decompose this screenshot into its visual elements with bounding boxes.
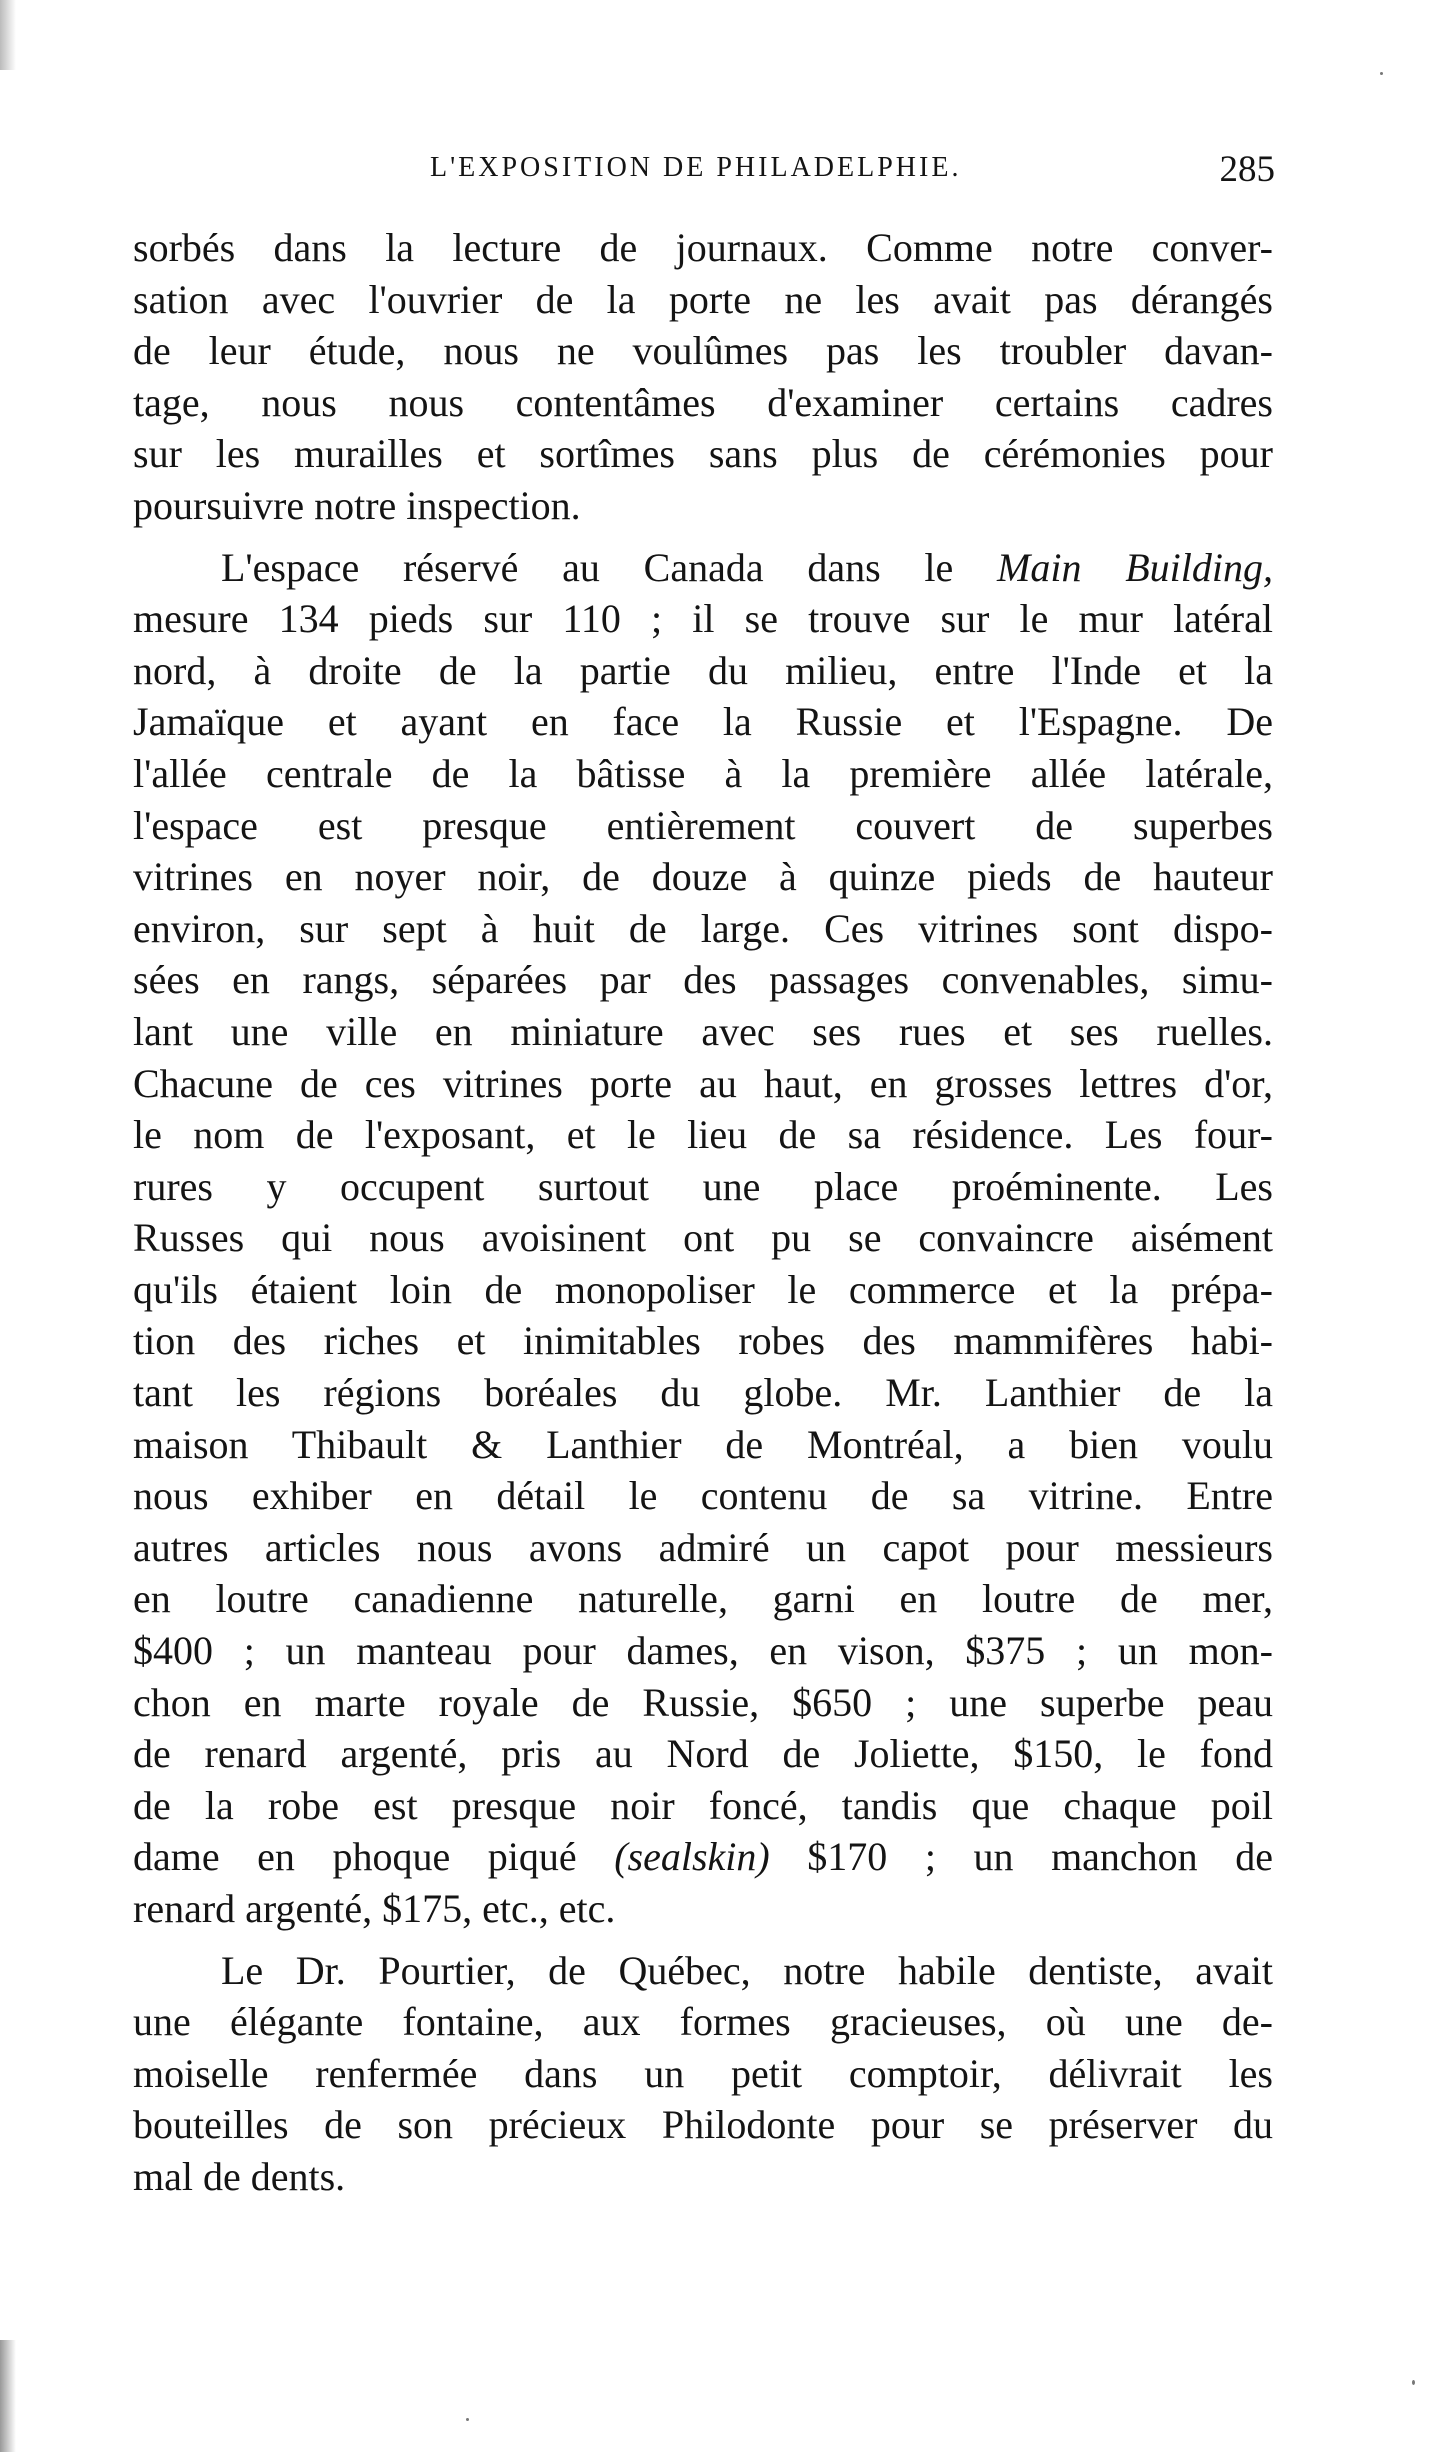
text-line: $400 ; un manteau pour dames, en vison, $375 ; un mon-	[133, 1628, 1273, 1674]
text-line: vitrines en noyer noir, de douze à quinze pieds de hauteur	[133, 854, 1273, 900]
paragraph-1	[133, 222, 1273, 532]
text-line: l'allée centrale de la bâtisse à la première allée latérale,	[133, 750, 1273, 796]
text-line: tant les régions boréales du globe. Mr. Lanthier de la	[133, 1370, 1273, 1416]
text-line: Le Dr. Pourtier, de Québec, notre habile dentiste, avait	[221, 1947, 1273, 1993]
scan-speck	[1380, 72, 1383, 75]
italic-run: (sealskin)	[614, 1834, 770, 1880]
body-text	[133, 222, 1273, 2203]
scan-edge-top	[0, 0, 16, 70]
text-line: nous exhiber en détail le contenu de sa vitrine. Entre	[133, 1473, 1273, 1519]
paragraph-3	[133, 1945, 1273, 2203]
scan-edge-bottom	[0, 2340, 16, 2452]
text-line: sation avec l'ouvrier de la porte ne les avait pas dérangés	[133, 276, 1273, 322]
text-line: de renard argenté, pris au Nord de Joliette, $150, le fond	[133, 1731, 1273, 1777]
text-line: sur les murailles et sortîmes sans plus de cérémonies pour	[133, 431, 1273, 477]
text-line: autres articles nous avons admiré un capot pour messieurs	[133, 1524, 1273, 1570]
text-line: nord, à droite de la partie du milieu, entre l'Inde et la	[133, 647, 1273, 693]
page-number: 285	[1219, 149, 1275, 190]
running-head	[130, 148, 1275, 198]
text-line: tion des riches et inimitables robes des mammifères habi-	[133, 1318, 1273, 1364]
text-line: Russes qui nous avoisinent ont pu se convaincre aisément	[133, 1215, 1273, 1261]
text-line: renard argenté, $175, etc., etc.	[133, 1886, 616, 1931]
text-line	[133, 1831, 1273, 1883]
text-line: de la robe est presque noir foncé, tandis que chaque poil	[133, 1782, 1273, 1828]
text-line: moiselle renfermée dans un petit comptoir, délivrait les	[133, 2050, 1273, 2096]
text-run: dame en phoque piqué	[133, 1834, 615, 1880]
text-line: chon en marte royale de Russie, $650 ; une superbe peau	[133, 1679, 1273, 1725]
running-title: L'EXPOSITION DE PHILADELPHIE.	[430, 152, 962, 183]
text-line: poursuivre notre inspection.	[133, 482, 581, 528]
text-line: environ, sur sept à huit de large. Ces vitrines sont dispo-	[133, 905, 1273, 951]
scan-speck	[466, 2418, 469, 2421]
paragraph-2	[133, 542, 1273, 1935]
text-line: Jamaïque et ayant en face la Russie et l'Espagne. De	[133, 699, 1273, 745]
text-line: tage, nous nous contentâmes d'examiner certains cadres	[133, 379, 1273, 425]
text-line	[133, 542, 1273, 594]
text-run: L'espace réservé au Canada dans le	[221, 544, 998, 590]
text-line: en loutre canadienne naturelle, garni en loutre de mer,	[133, 1576, 1273, 1622]
text-line: Chacune de ces vitrines porte au haut, en grosses lettres d'or,	[133, 1060, 1273, 1106]
text-line: le nom de l'exposant, et le lieu de sa résidence. Les four-	[133, 1112, 1273, 1158]
scan-speck	[1412, 2380, 1415, 2385]
text-line: sorbés dans la lecture de journaux. Comme notre conver-	[133, 225, 1273, 270]
text-run: $170 ; un manchon de	[769, 1834, 1273, 1880]
text-line: sées en rangs, séparées par des passages convenables, simu-	[133, 957, 1273, 1003]
text-line: l'espace est presque entièrement couvert de superbes	[133, 802, 1273, 848]
text-line: bouteilles de son précieux Philodonte pour se préserver du	[133, 2102, 1273, 2148]
text-line: de leur étude, nous ne voulûmes pas les troubler davan-	[133, 328, 1273, 374]
text-line: mal de dents.	[133, 2153, 346, 2199]
italic-run: Main Building,	[997, 544, 1273, 590]
text-line: lant une ville en miniature avec ses rues et ses ruelles.	[133, 1008, 1273, 1054]
text-line: une élégante fontaine, aux formes gracieuses, où une de-	[133, 1999, 1273, 2045]
text-line: mesure 134 pieds sur 110 ; il se trouve sur le mur latéral	[133, 596, 1273, 642]
text-line: rures y occupent surtout une place proéminente. Les	[133, 1163, 1273, 1209]
text-line: qu'ils étaient loin de monopoliser le commerce et la prépa-	[133, 1266, 1273, 1312]
text-line: maison Thibault & Lanthier de Montréal, a bien voulu	[133, 1421, 1273, 1467]
